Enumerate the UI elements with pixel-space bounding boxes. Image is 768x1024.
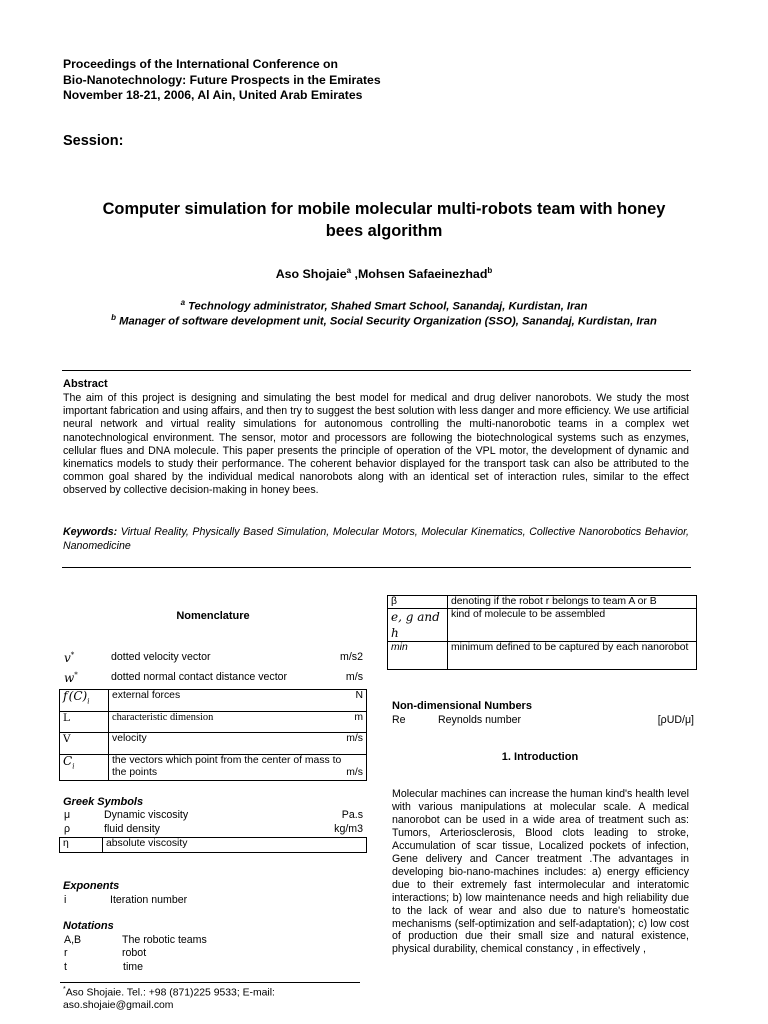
notation-row [60, 934, 365, 948]
notation-symbol: r [64, 947, 68, 959]
unit-text: N [355, 690, 363, 701]
footnote-text: Aso Shojaie. Tel.: +98 (871)225 9533; E-mail: aso.shojaie@gmail.com [63, 987, 275, 1012]
abstract-heading: Abstract [63, 378, 108, 390]
header-line-1: Proceedings of the International Conference on [63, 57, 338, 71]
author-1: Aso Shojaie [275, 267, 347, 282]
author-1-affiliation-mark: a [346, 266, 352, 275]
affiliation-b-text: Manager of software development unit, Social Security Organization (SSO), Sanandaj, Kurdistan, Iran [116, 315, 657, 328]
notation-row [60, 947, 365, 961]
table-row [388, 642, 697, 670]
greek-symbol: η [60, 838, 103, 853]
nomenclature-desc [109, 690, 367, 712]
header-line-3: November 18-21, 2006, Al Ain, United Arab Emirates [63, 88, 363, 102]
nomenclature-desc [109, 712, 367, 733]
greek-row [60, 809, 365, 823]
notations-heading: Notations [63, 920, 114, 932]
symbol-text: e, g and h [391, 610, 440, 640]
introduction-body: Molecular machines can increase the human kind's health level with various manipulations at molecular scale. A medical nanorobot can be used in a wide area of treatment such as: Tumors, Arteriosclerosis, Blood clots leading to stroke, Accumulation of scar tissue, Localized pockets of infection, Gene delivery and Cancer treatment .The advantages in developing bio-nano-machines includes: a) energy efficiency due to their extremely fast intermolecular and interatomic interactions; b) low maintenance needs and high reliability due to the lack of wear and also due to nature's homeostatic mechanisms (self-optimization and self-adaptation); c) low cost of production due their small size and natural existence, physical durability, chemical constancy , in effectively , [392, 788, 689, 956]
proceedings-header [63, 57, 381, 104]
exponents-heading: Exponents [63, 880, 120, 892]
table-row [60, 712, 367, 733]
abstract-bottom-rule [62, 567, 691, 568]
greek-unit: kg/m3 [334, 823, 363, 835]
table-row [60, 838, 367, 853]
greek-table [59, 837, 367, 853]
right-desc: minimum defined to be captured by each nanorobot [448, 642, 697, 670]
table-row [60, 733, 367, 755]
greek-symbol: ρ [64, 823, 71, 835]
greek-symbols-heading: Greek Symbols [63, 796, 144, 808]
title-line-1: Computer simulation for mobile molecular multi-robots team with honey [102, 200, 666, 218]
symbol-e-g-h [388, 609, 448, 642]
affiliation-b-mark: b [111, 313, 117, 322]
notation-row [60, 961, 365, 975]
notation-desc: time [123, 961, 144, 973]
author-2: Mohsen Safaeinezhad [357, 267, 488, 282]
desc-text: external forces [112, 690, 181, 701]
right-desc: denoting if the robot r belongs to team A or B [448, 596, 697, 609]
table-row [60, 690, 367, 712]
exponent-desc: Iteration number [110, 894, 188, 906]
greek-unit: Pa.s [341, 809, 363, 821]
paper-title [40, 198, 728, 242]
affiliation-b [0, 313, 768, 328]
greek-desc: absolute viscosity [103, 838, 367, 853]
nomenclature-heading: Nomenclature [176, 610, 250, 622]
notation-desc: robot [122, 947, 147, 959]
nomenclature-row [60, 651, 365, 665]
greek-symbol: μ [64, 809, 71, 821]
exponent-symbol: i [64, 894, 67, 906]
desc-text: velocity [112, 733, 147, 744]
nomenclature-unit: m/s2 [340, 651, 363, 663]
affiliation-a-mark: a [180, 298, 186, 307]
nondim-heading: Non-dimensional Numbers [392, 700, 532, 712]
greek-desc: fluid density [104, 823, 160, 835]
keywords-text: Virtual Reality, Physically Based Simulation, Molecular Motors, Molecular Kinematics, Collective Nanorobotics Behavior, Nanomedicine [63, 526, 689, 552]
keywords [63, 526, 689, 553]
desc-text: the vectors which point from the center of mass to the points [112, 755, 342, 778]
nondim-row [392, 714, 694, 728]
nomenclature-table [59, 689, 367, 781]
nomenclature-desc [109, 755, 367, 781]
nondim-desc: Reynolds number [438, 714, 522, 726]
nomenclature-desc [109, 733, 367, 755]
nondim-symbol: Re [392, 714, 406, 726]
symbol-l: L [60, 712, 109, 733]
right-nomenclature-table [387, 595, 697, 670]
right-desc: kind of molecule to be assembled [448, 609, 697, 642]
author-separator: , [351, 267, 358, 282]
table-row [388, 596, 697, 609]
title-line-2: bees algorithm [325, 222, 443, 240]
session-label: Session: [63, 133, 124, 149]
affiliation-a [0, 298, 768, 313]
symbol-ci: $C_i$ [60, 755, 109, 781]
unit-text: m [354, 712, 363, 723]
notation-desc: The robotic teams [122, 934, 207, 946]
abstract-body: The aim of this project is designing and simulating the best model for medical and drug deliver nanorobots. We study the most important fabrication and using affairs, and then try to suggest the best solution with less danger and more efficiency. We use artificial neural network and virtual reality simulations for autonomous controlling the multi-nanorobotic teams in a complex wet nanotechnological environment. The sensor, motor and processors are following the biotechnological systems such as enzymes, cellular flues and DNA molecule. This paper presents the principle of operation of the VPL motor, the development of dynamic and kinematics models to study their performance. The coherent behavior displayed for the transport task can also be attributed to the common goal shared by the individual medical nanorobots along with an identical set of interaction rules, similar to the effect observed by collective decision-making in honey bees. [63, 392, 689, 497]
abstract-top-rule [62, 370, 691, 371]
table-row [388, 609, 697, 642]
author-2-affiliation-mark: b [487, 266, 493, 275]
greek-desc: Dynamic viscosity [104, 809, 189, 821]
symbol-beta: β [388, 596, 448, 609]
keywords-label: Keywords: [63, 526, 118, 538]
symbol-w-star: w* [64, 671, 78, 685]
nomenclature-row [60, 671, 365, 685]
nomenclature-desc: dotted normal contact distance vector [111, 671, 288, 683]
nomenclature-unit: m/s [345, 671, 363, 683]
unit-text: m/s [346, 733, 363, 744]
affiliation-a-text: Technology administrator, Shahed Smart School, Sanandaj, Kurdistan, Iran [185, 300, 588, 313]
footnote [63, 983, 363, 1012]
desc-text: characteristic dimension [112, 712, 214, 723]
header-line-2: Bio-Nanotechnology: Future Prospects in the Emirates [63, 72, 381, 87]
unit-text: m/s [346, 767, 363, 778]
introduction-heading: 1. Introduction [501, 751, 579, 763]
exponent-row [60, 894, 365, 908]
symbol-min: min [388, 642, 448, 670]
symbol-f-ci: f $(C)_i$ [60, 690, 109, 712]
table-row [60, 755, 367, 781]
greek-row [60, 823, 365, 837]
nomenclature-desc: dotted velocity vector [111, 651, 211, 663]
notation-symbol: t [64, 961, 67, 973]
notation-symbol: A,B [64, 934, 82, 946]
symbol-v: V [60, 733, 109, 755]
author-list [0, 266, 768, 281]
symbol-v-star: v* [64, 651, 75, 665]
nondim-unit: [ρUD/μ] [657, 714, 694, 726]
footnote-mark: * [63, 986, 66, 993]
